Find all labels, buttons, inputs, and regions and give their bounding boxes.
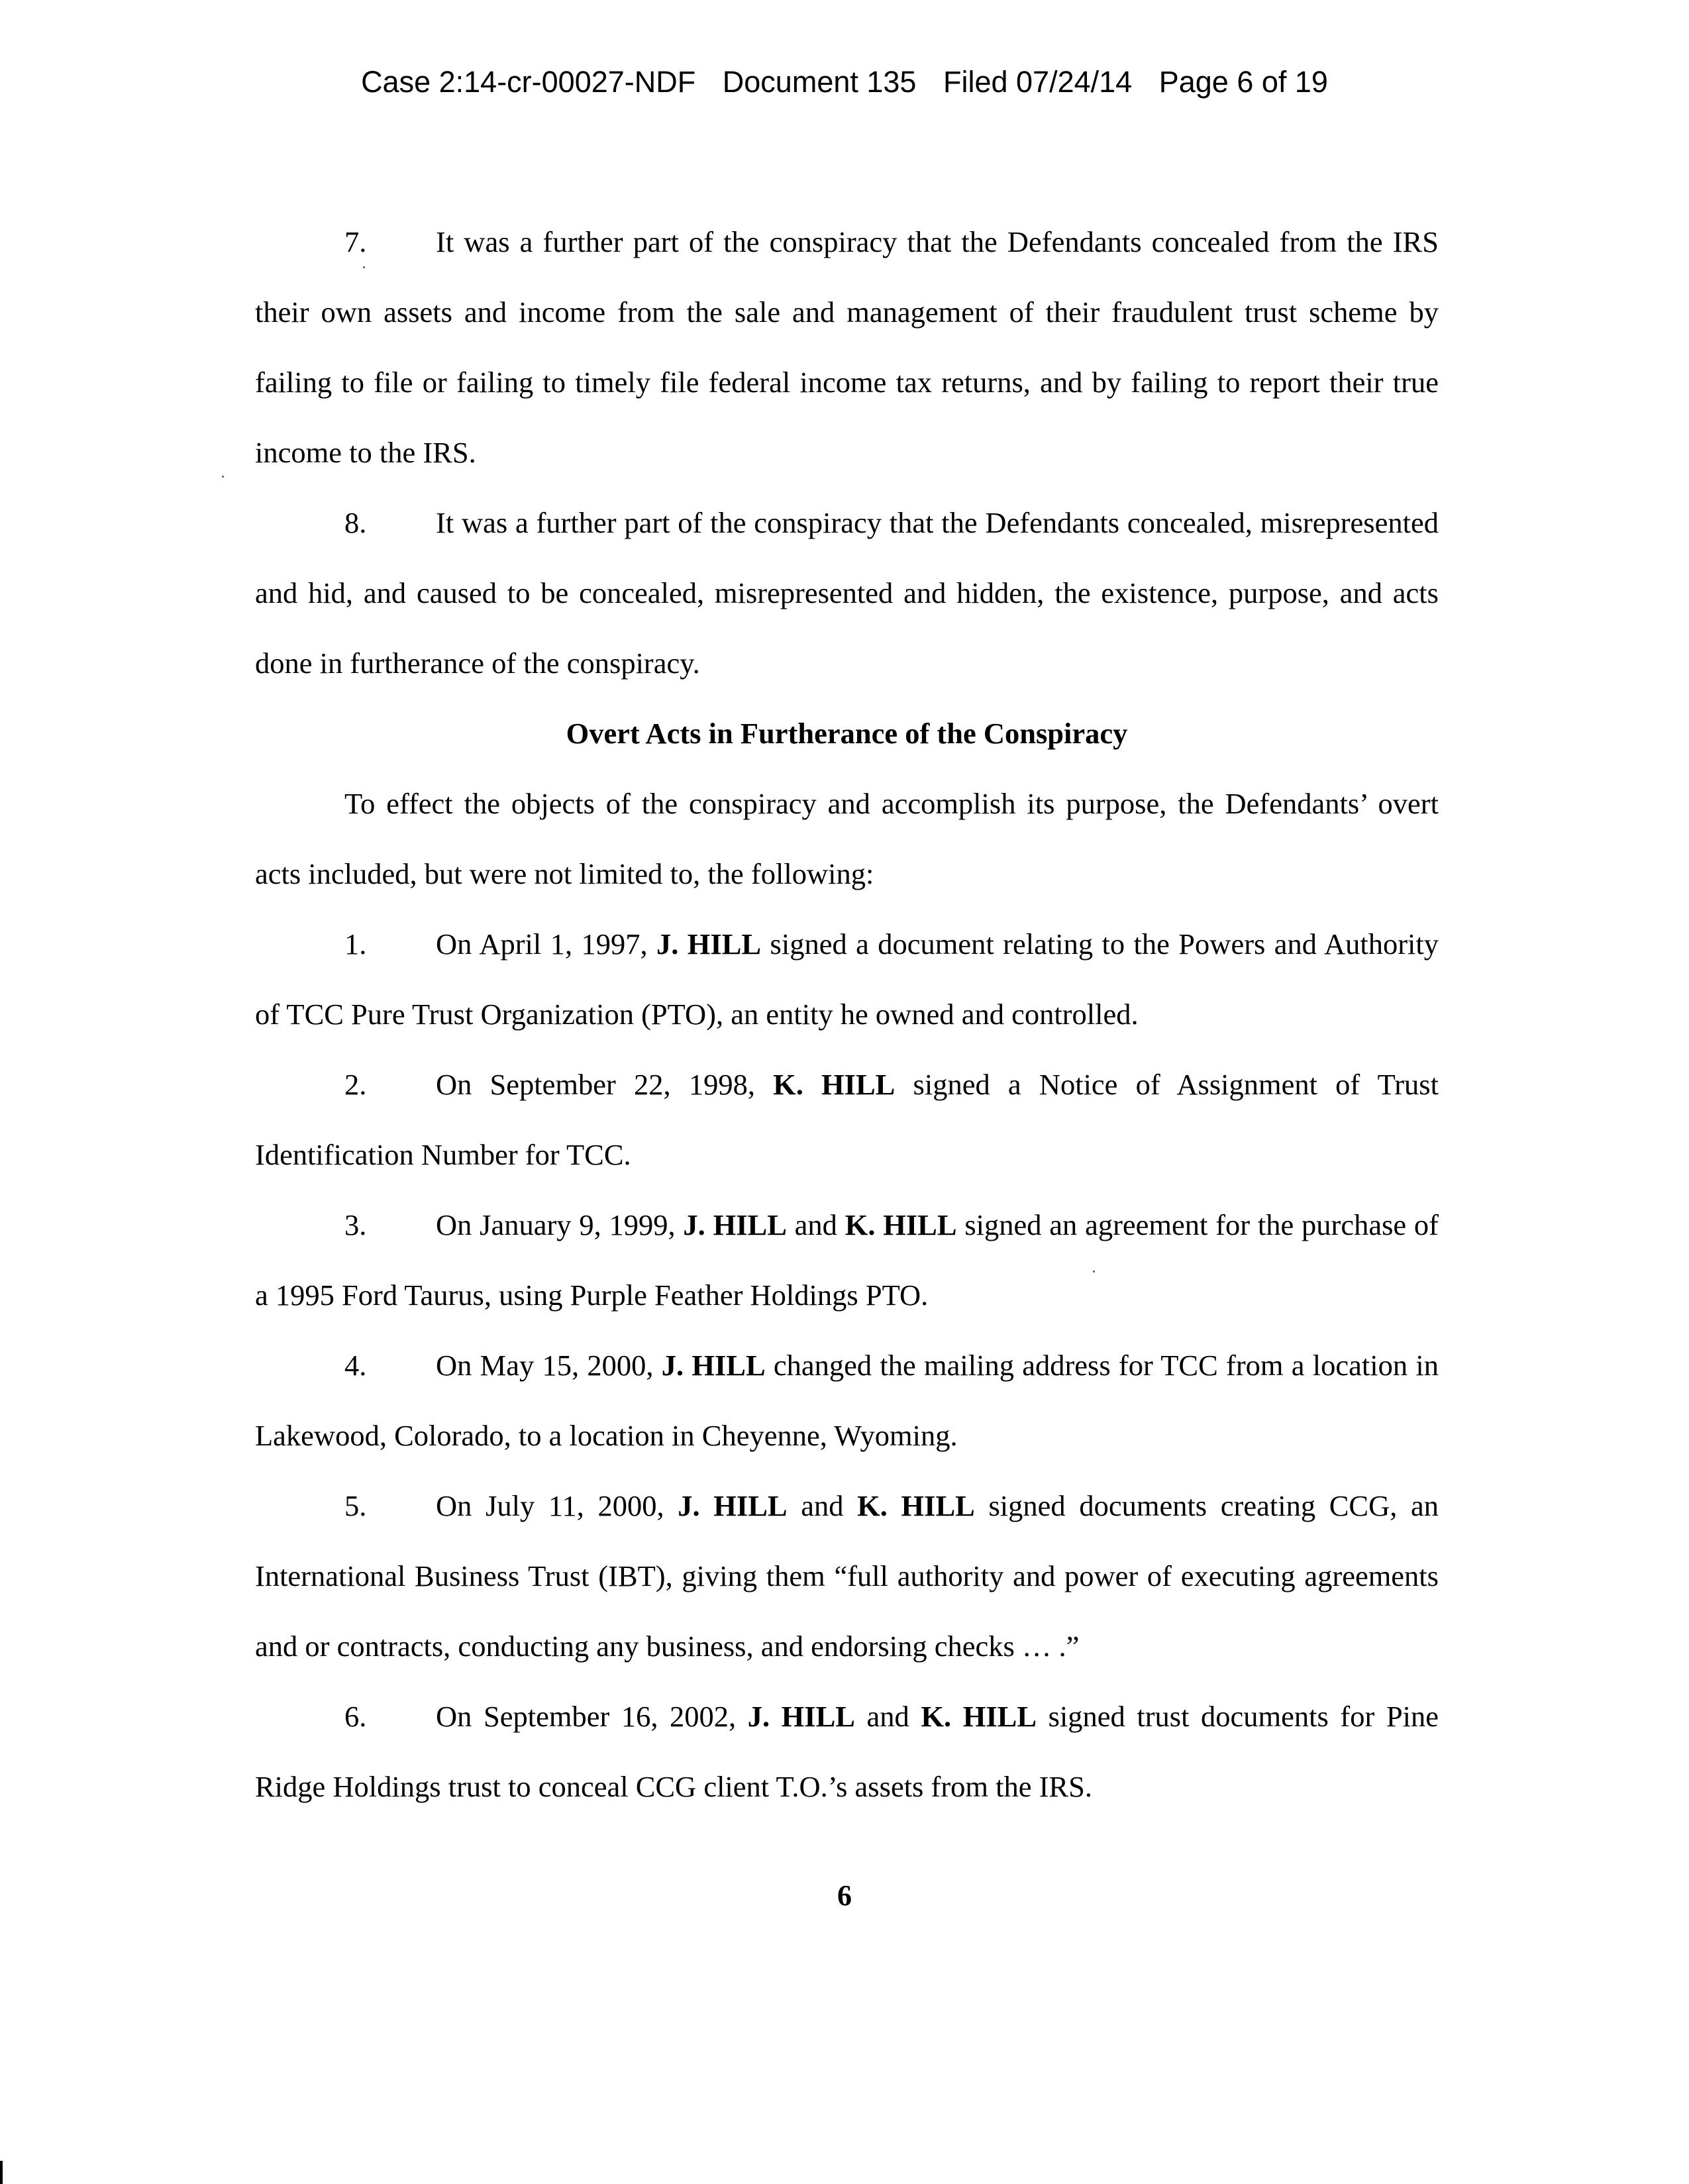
act-text: signed a Notice of Assignment of Trust Identification Number for TCC. xyxy=(255,1068,1439,1171)
act-text: signed an agreement for the purchase of a 1995 Ford Taurus, using Purple Feather Holdings PTO. xyxy=(255,1208,1439,1312)
scan-speck xyxy=(1093,1271,1095,1273)
page-of-total: Page 6 of 19 xyxy=(1158,65,1328,99)
act-text: On May 15, 2000, xyxy=(436,1349,662,1382)
section-heading: Overt Acts in Furtherance of the Conspiracy xyxy=(566,717,1128,750)
defendant-name: K. HILL xyxy=(921,1700,1037,1733)
page-number: 6 xyxy=(837,1879,852,1912)
case-header xyxy=(0,65,1689,99)
defendant-name: K. HILL xyxy=(773,1068,896,1101)
defendant-name: K. HILL xyxy=(857,1489,975,1522)
defendant-name: J. HILL xyxy=(678,1489,788,1522)
overt-act-4 xyxy=(255,1330,1439,1471)
paragraph-text: It was a further part of the conspiracy that the Defendants concealed from the IRS their own assets and income from the sale and management of their fraudulent trust scheme by failing to file or failing to timely file federal income tax returns, and by failing to report their true income to the IRS. xyxy=(255,225,1439,469)
overt-act-3 xyxy=(255,1190,1439,1330)
defendant-name: J. HILL xyxy=(683,1208,787,1241)
defendant-name: J. HILL xyxy=(656,927,762,961)
act-text: changed the mailing address for TCC from a location in Lakewood, Colorado, to a location in Cheyenne, Wyoming. xyxy=(255,1349,1439,1452)
act-text: On July 11, 2000, xyxy=(436,1489,678,1522)
act-text: signed trust documents for Pine Ridge Holdings trust to conceal CCG client T.O.’s assets from the IRS. xyxy=(255,1700,1439,1803)
act-text: On April 1, 1997, xyxy=(436,927,657,961)
defendant-name: J. HILL xyxy=(747,1700,855,1733)
act-number: 4. xyxy=(344,1349,367,1382)
case-number: Case 2:14-cr-00027-NDF xyxy=(361,65,696,99)
act-text: signed documents creating CCG, an International Business Trust (IBT), giving them “full authority and power of executing agreements and or contracts, conducting any business, and endorsing checks … .” xyxy=(255,1489,1439,1663)
act-text: On September 22, 1998, xyxy=(436,1068,774,1101)
filed-date: Filed 07/24/14 xyxy=(943,65,1133,99)
act-number: 5. xyxy=(344,1489,367,1522)
paragraph-7 xyxy=(255,207,1439,488)
document-body xyxy=(255,207,1439,1822)
act-text: and xyxy=(854,1700,921,1733)
overt-act-5 xyxy=(255,1471,1439,1681)
paragraph-text: It was a further part of the conspiracy that the Defendants concealed, misrepresented and hid, and caused to be concealed, misrepresented and hidden, the existence, purpose, and acts done in furtherance of the conspiracy. xyxy=(255,506,1439,680)
overt-acts-intro: To effect the objects of the conspiracy and accomplish its purpose, the Defendants’ overt acts included, but were not limited to, the following: xyxy=(255,787,1439,890)
overt-act-1 xyxy=(255,909,1439,1049)
document-number: Document 135 xyxy=(722,65,917,99)
scan-speck xyxy=(222,476,224,478)
defendant-name: J. HILL xyxy=(661,1349,766,1382)
overt-act-2 xyxy=(255,1049,1439,1190)
defendant-name: K. HILL xyxy=(844,1208,957,1241)
overt-act-6 xyxy=(255,1681,1439,1822)
act-text: On January 9, 1999, xyxy=(436,1208,684,1241)
act-text: and xyxy=(787,1489,858,1522)
scan-edge-mark xyxy=(0,2161,3,2184)
paragraph-8 xyxy=(255,488,1439,698)
paragraph-number: 8. xyxy=(344,506,367,539)
act-number: 3. xyxy=(344,1208,367,1241)
act-number: 2. xyxy=(344,1068,367,1101)
act-text: signed a document relating to the Powers and Authority of TCC Pure Trust Organization (PTO), an entity he owned and controlled. xyxy=(255,927,1439,1031)
paragraph-number: 7. xyxy=(344,225,367,258)
act-number: 1. xyxy=(344,927,367,961)
act-number: 6. xyxy=(344,1700,367,1733)
act-text: On September 16, 2002, xyxy=(436,1700,748,1733)
scan-speck xyxy=(363,266,365,268)
act-text: and xyxy=(786,1208,845,1241)
